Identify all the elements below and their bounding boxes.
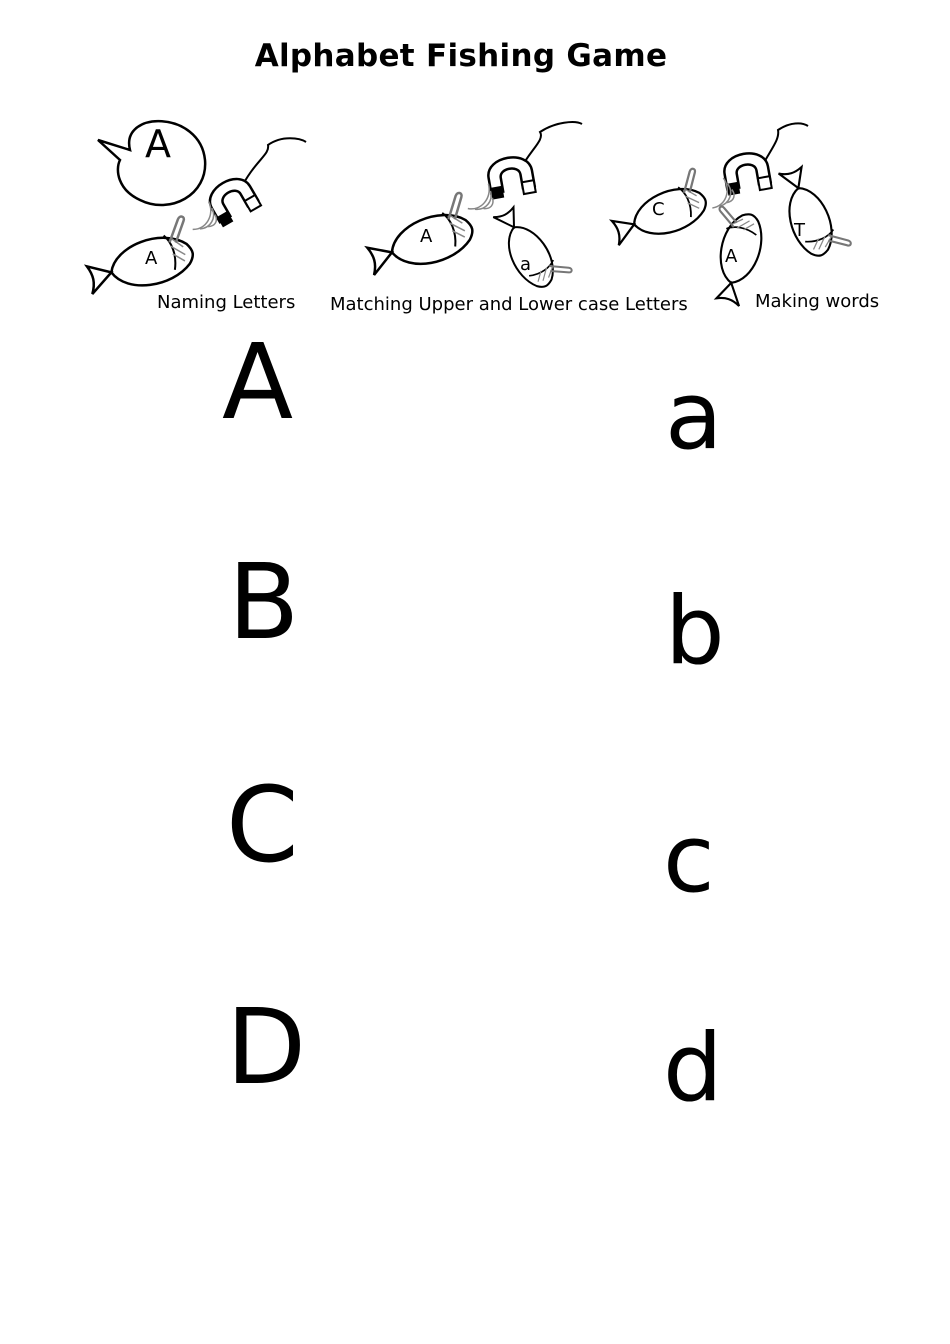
fish-icon — [358, 192, 479, 281]
fish-letter: A — [420, 226, 433, 247]
naming-letters-illustration — [79, 121, 306, 300]
lowercase-letter-a: a — [665, 362, 723, 471]
bubble-letter: A — [145, 122, 171, 166]
magnet-icon — [486, 154, 536, 200]
caption-matching-letters: Matching Upper and Lower case Letters — [330, 294, 688, 315]
page-title: Alphabet Fishing Game — [254, 38, 668, 74]
fish-icon — [773, 158, 851, 261]
fish-letter: C — [652, 199, 665, 220]
lowercase-letter-c: c — [663, 805, 715, 914]
uppercase-letter-a: A — [222, 321, 294, 443]
lowercase-letter-d: d — [663, 1014, 723, 1123]
lowercase-letter-b: b — [665, 577, 725, 686]
matching-letters-illustration — [358, 122, 582, 294]
fish-letter: A — [145, 248, 158, 269]
fishing-illustrations — [0, 110, 950, 320]
uppercase-letter-d: D — [226, 986, 307, 1108]
fish-letter: a — [520, 254, 532, 275]
making-words-illustration — [603, 123, 852, 307]
caption-making-words: Making words — [755, 291, 880, 312]
fish-icon — [79, 216, 198, 301]
uppercase-letter-b: B — [228, 541, 300, 663]
fish-letter: T — [794, 220, 805, 241]
fish-letter: A — [725, 246, 738, 267]
uppercase-letter-c: C — [226, 764, 299, 886]
caption-naming-letters: Naming Letters — [157, 292, 296, 313]
fish-icon — [489, 196, 573, 294]
magnet-icon — [722, 150, 772, 196]
